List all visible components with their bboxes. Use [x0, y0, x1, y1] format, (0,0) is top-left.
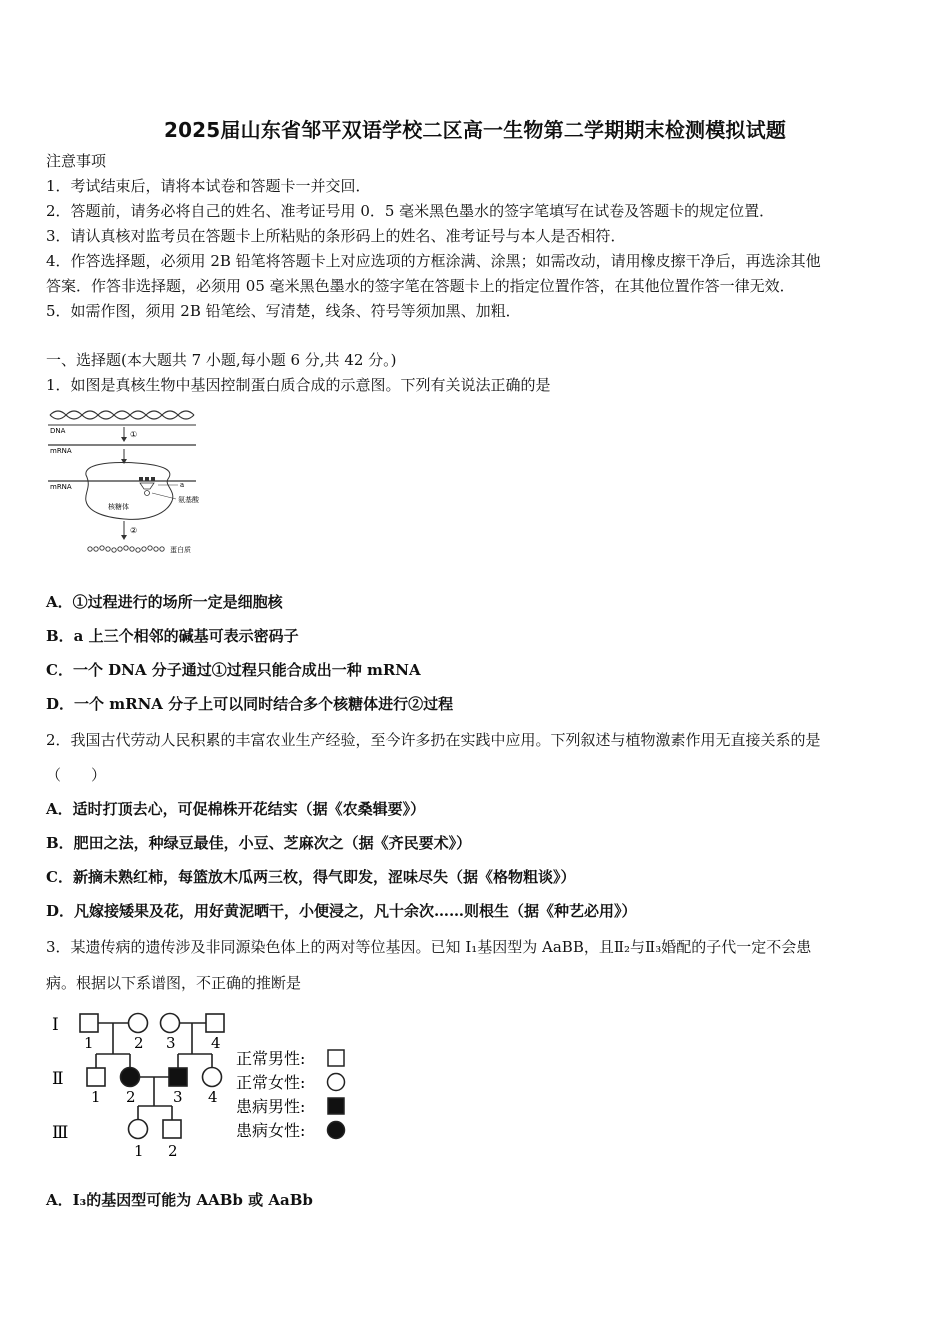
ped-num-I3: 3: [166, 1034, 176, 1052]
q2-stem: 2．我国古代劳动人民积累的丰富农业生产经验，至今许多扔在实践中应用。下列叙述与植物激素作用无直接关系的是: [46, 731, 821, 749]
ped-I4: [206, 1014, 224, 1032]
ped-num-I4: 4: [211, 1034, 221, 1052]
notice-item-4-cont: 答案．作答非选择题，必须用 05 毫米黑色墨水的签字笔在答题卡上的指定位置作答，在其他位置作答一律无效．: [46, 277, 795, 295]
q1-figure: [46, 405, 216, 565]
q1-option-c[interactable]: C．一个 DNA 分子通过①过程只能合成出一种 mRNA: [46, 661, 421, 679]
ped-num-II1: 1: [91, 1088, 101, 1106]
q2-stem-paren: （ ）: [46, 766, 107, 784]
ped-num-III2: 2: [168, 1142, 178, 1160]
fig-step2: ②: [130, 526, 138, 535]
ped-III2: [163, 1120, 181, 1138]
ped-num-II2: 2: [126, 1088, 136, 1106]
notice-heading: 注意事项: [46, 152, 107, 170]
ped-I2: [129, 1014, 148, 1033]
ped-num-I2: 2: [134, 1034, 144, 1052]
ped-I1: [80, 1014, 98, 1032]
notice-item-3: 3．请认真核对监考员在答题卡上所粘贴的条形码上的姓名、准考证号与本人是否相符．: [46, 227, 626, 245]
q1-option-a[interactable]: A．①过程进行的场所一定是细胞核: [46, 593, 283, 611]
fig-mrna-label-1: mRNA: [50, 447, 72, 455]
gen-2-label: Ⅱ: [52, 1069, 64, 1089]
gen-3-label: Ⅲ: [52, 1123, 69, 1143]
legend-affected-male-symbol: [328, 1098, 344, 1114]
q1-stem: 1．如图是真核生物中基因控制蛋白质合成的示意图。下列有关说法正确的是: [46, 376, 551, 394]
fig-amino-acid: 氨基酸: [178, 496, 199, 504]
ped-I3: [161, 1014, 180, 1033]
q2-option-d[interactable]: D．凡嫁接矮果及花，用好黄泥晒干，小便浸之，凡十余次……则根生（据《种艺必用》）: [46, 902, 637, 920]
notice-item-2: 2．答题前，请务必将自己的姓名、准考证号用 0．5 毫米黑色墨水的签字笔填写在试卷及答题卡的规定位置．: [46, 202, 775, 220]
q2-option-b[interactable]: B．肥田之法，种绿豆最佳，小豆、芝麻次之（据《齐民要术》）: [46, 834, 472, 852]
fig-a-label: a: [180, 481, 185, 489]
ped-num-II3: 3: [173, 1088, 183, 1106]
legend-normal-female: 正常女性:: [236, 1073, 306, 1092]
ped-num-II4: 4: [208, 1088, 218, 1106]
page-title: 2025届山东省邹平双语学校二区高一生物第二学期期末检测模拟试题: [163, 118, 787, 142]
legend-normal-male-symbol: [328, 1050, 344, 1066]
q1-option-d[interactable]: D．一个 mRNA 分子上可以同时结合多个核糖体进行②过程: [46, 695, 454, 713]
fig-dna-label: DNA: [50, 427, 66, 435]
fig-step1: ①: [130, 430, 138, 439]
section-heading: 一、选择题(本大题共 7 小题,每小题 6 分,共 42 分。): [46, 351, 397, 369]
q2-option-c[interactable]: C．新摘未熟红柿，每篮放木瓜两三枚，得气即发，涩味尽失（据《格物粗谈》）: [46, 868, 576, 886]
notice-item-4: 4．作答选择题，必须用 2B 铅笔将答题卡上对应选项的方框涂满、涂黑；如需改动，请用橡皮擦干净后，再选涂其他: [46, 252, 821, 270]
ped-num-I1: 1: [84, 1034, 94, 1052]
ped-II2: [121, 1068, 140, 1087]
gen-1-label: Ⅰ: [52, 1015, 59, 1035]
ped-II4: [203, 1068, 222, 1087]
fig-protein: 蛋白质: [170, 546, 191, 554]
fig-ribosome: 核糖体: [108, 503, 129, 511]
q1-option-b[interactable]: B．a 上三个相邻的碱基可表示密码子: [46, 627, 299, 645]
q3-stem: 3．某遗传病的遗传涉及非同源染色体上的两对等位基因。已知 I₁基因型为 AaBB，且Ⅱ₂与Ⅱ₃婚配的子代一定不会患: [46, 938, 812, 956]
notice-item-5: 5．如需作图，须用 2B 铅笔绘、写清楚，线条、符号等须加黑、加粗．: [46, 302, 521, 320]
ped-III1: [129, 1120, 148, 1139]
ped-II1: [87, 1068, 105, 1086]
ped-II3: [169, 1068, 187, 1086]
q3-option-a[interactable]: A．Ⅰ₃的基因型可能为 AABb 或 AaBb: [46, 1191, 313, 1209]
legend-affected-female-symbol: [328, 1122, 345, 1139]
q3-stem-cont: 病。根据以下系谱图，不正确的推断是: [46, 974, 302, 992]
legend-normal-male: 正常男性:: [236, 1049, 306, 1068]
ped-num-III1: 1: [134, 1142, 144, 1160]
legend-affected-male: 患病男性:: [236, 1097, 306, 1116]
legend-affected-female: 患病女性:: [236, 1121, 306, 1140]
fig-mrna-label-2: mRNA: [50, 483, 72, 491]
q2-option-a[interactable]: A．适时打顶去心，可促棉株开花结实（据《农桑辑要》）: [46, 800, 426, 818]
legend-normal-female-symbol: [328, 1074, 345, 1091]
notice-item-1: 1．考试结束后，请将本试卷和答题卡一并交回．: [46, 177, 371, 195]
q3-pedigree: [46, 1008, 356, 1168]
